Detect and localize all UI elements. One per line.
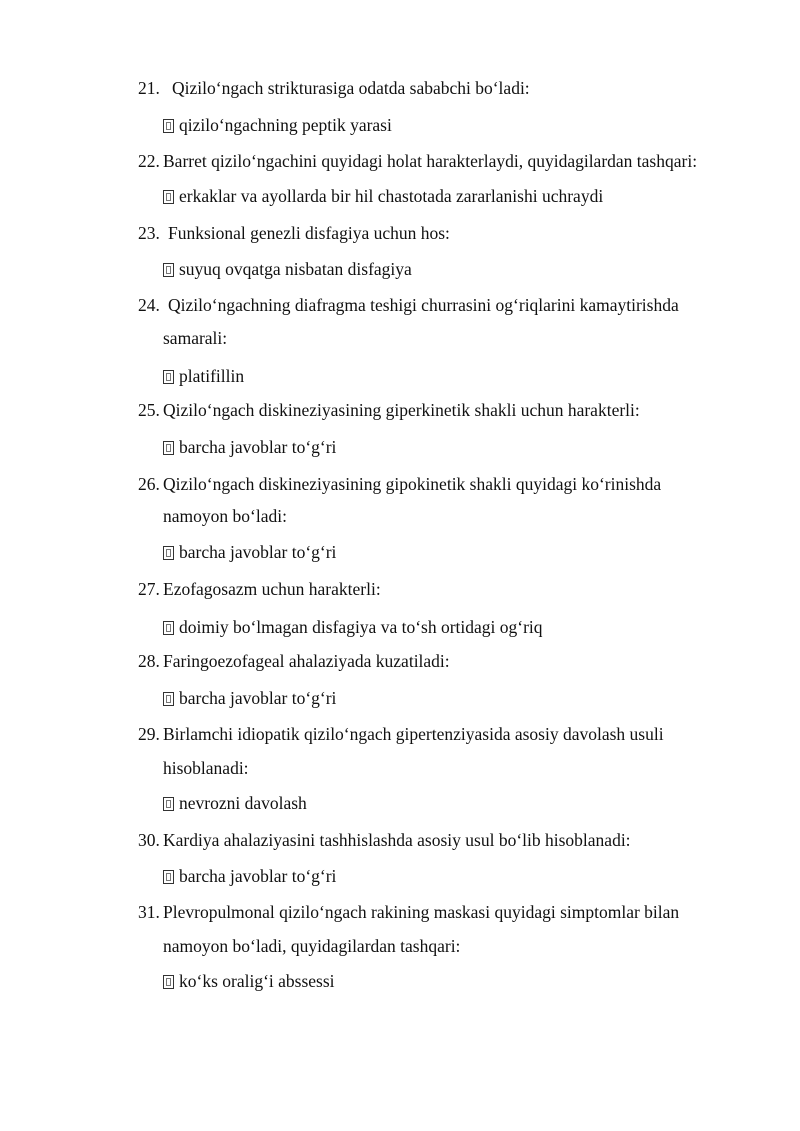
answer-text: suyuq ovqatga nisbatan disfagiya bbox=[179, 259, 412, 279]
answer-text: barcha javoblar to‘g‘ri bbox=[179, 688, 337, 708]
checkbox-icon bbox=[163, 797, 174, 811]
checkbox-icon bbox=[163, 621, 174, 635]
answer-text: barcha javoblar to‘g‘ri bbox=[179, 437, 337, 457]
answer-text: barcha javoblar to‘g‘ri bbox=[179, 866, 337, 886]
question-text-continuation: samarali: bbox=[163, 328, 228, 348]
checkbox-icon bbox=[163, 870, 174, 884]
answer-text: ko‘ks oralig‘i abssessi bbox=[179, 971, 335, 991]
question-number: 26. bbox=[138, 474, 160, 494]
question-number: 23. bbox=[138, 223, 160, 243]
question-number: 25. bbox=[138, 400, 160, 420]
question-number: 29. bbox=[138, 724, 160, 744]
question-text: Qizilo‘ngach diskineziyasining giperkinetik shakli uchun harakterli: bbox=[163, 400, 640, 420]
answer-text: barcha javoblar to‘g‘ri bbox=[179, 542, 337, 562]
checkbox-icon bbox=[163, 441, 174, 455]
answer-text: erkaklar va ayollarda bir hil chastotada zararlanishi uchraydi bbox=[179, 186, 604, 206]
question-number: 24. bbox=[138, 295, 160, 315]
question-number: 27. bbox=[138, 579, 160, 599]
question-number: 28. bbox=[138, 651, 160, 671]
question-number: 22. bbox=[138, 151, 160, 171]
question-text: Qizilo‘ngach strikturasiga odatda sababchi bo‘ladi: bbox=[172, 78, 530, 98]
checkbox-icon bbox=[163, 263, 174, 277]
question-text: Birlamchi idiopatik qizilo‘ngach gipertenziyasida asosiy davolash usuli bbox=[163, 724, 664, 744]
question-text: Ezofagosazm uchun harakterli: bbox=[163, 579, 381, 599]
question-text: Kardiya ahalaziyasini tashhislashda asosiy usul bo‘lib hisoblanadi: bbox=[163, 830, 631, 850]
question-text-continuation: namoyon bo‘ladi: bbox=[163, 506, 287, 526]
checkbox-icon bbox=[163, 975, 174, 989]
checkbox-icon bbox=[163, 546, 174, 560]
question-number: 21. bbox=[138, 78, 160, 98]
question-text-continuation: hisoblanadi: bbox=[163, 758, 249, 778]
question-text: Funksional genezli disfagiya uchun hos: bbox=[168, 223, 450, 243]
answer-text: doimiy bo‘lmagan disfagiya va to‘sh ortidagi og‘riq bbox=[179, 617, 543, 637]
question-text-continuation: namoyon bo‘ladi, quyidagilardan tashqari: bbox=[163, 936, 461, 956]
question-text: Plevropulmonal qizilo‘ngach rakining maskasi quyidagi simptomlar bilan bbox=[163, 902, 680, 922]
answer-text: nevrozni davolash bbox=[179, 793, 307, 813]
answer-text: platifillin bbox=[179, 366, 245, 386]
question-text: Qizilo‘ngachning diafragma teshigi churrasini og‘riqlarini kamaytirishda bbox=[168, 295, 679, 315]
question-number: 30. bbox=[138, 830, 160, 850]
checkbox-icon bbox=[163, 190, 174, 204]
question-text: Barret qizilo‘ngachini quyidagi holat harakterlaydi, quyidagilardan tashqari: bbox=[163, 151, 698, 171]
question-text: Faringoezofageal ahalaziyada kuzatiladi: bbox=[163, 651, 450, 671]
answer-text: qizilo‘ngachning peptik yarasi bbox=[179, 115, 392, 135]
question-number: 31. bbox=[138, 902, 160, 922]
checkbox-icon bbox=[163, 692, 174, 706]
question-text: Qizilo‘ngach diskineziyasining gipokinetik shakli quyidagi ko‘rinishda bbox=[163, 474, 662, 494]
checkbox-icon bbox=[163, 119, 174, 133]
checkbox-icon bbox=[163, 370, 174, 384]
